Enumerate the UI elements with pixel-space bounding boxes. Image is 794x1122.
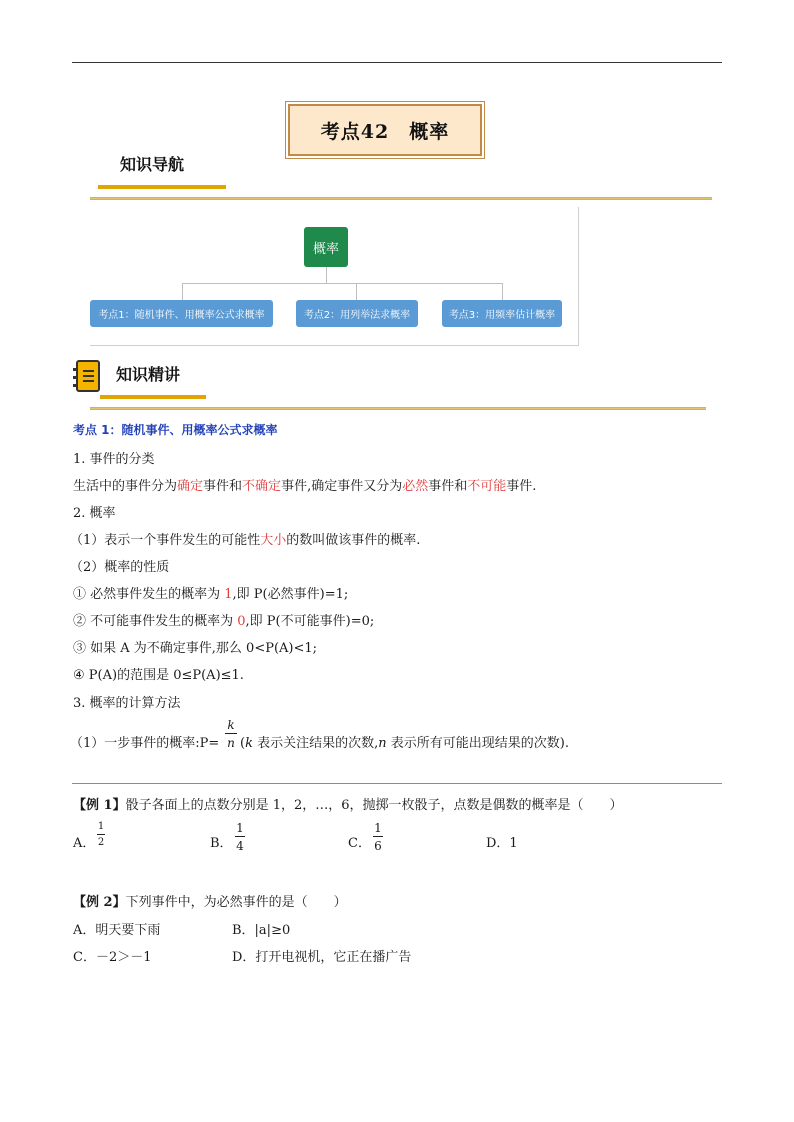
prop-certain-event: ① 必然事件发生的概率为 1,即 P(必然事件)=1; [73, 587, 349, 602]
heading-calc-method: 3. 概率的计算方法 [73, 696, 181, 711]
example1-option-c-label: C． [348, 836, 371, 851]
map-connector [502, 283, 503, 300]
line-probability-def: （1）表示一个事件发生的可能性大小的数叫做该事件的概率. [70, 533, 421, 548]
heading-probability: 2. 概率 [73, 506, 116, 521]
section-title-nav: 知识导航 [120, 155, 185, 174]
nav-underline-long [90, 197, 712, 200]
example1-option-c-fraction: 1 6 [374, 821, 382, 853]
explain-underline-long [90, 407, 706, 410]
topic1-heading: 考点 1：随机事件、用概率公式求概率 [73, 423, 278, 437]
example1-option-a-fraction: 1 2 [97, 821, 105, 848]
example2-question: 【例 2】下列事件中，为必然事件的是（ ） [73, 895, 347, 910]
prop-range: ④ P(A)的范围是 0≤P(A)≤1. [73, 668, 244, 683]
nav-underline-short [98, 185, 226, 189]
formula-fraction: k n [224, 719, 238, 749]
page-title: 考点42 概率 [288, 104, 482, 156]
example2-option-c: C．－2＞－1 [73, 950, 152, 965]
section-title-explain: 知识精讲 [116, 365, 181, 384]
example1-option-b-label: B． [210, 836, 233, 851]
example1-option-a-label: A． [73, 836, 96, 851]
line-probability-props: （2）概率的性质 [70, 560, 170, 575]
section-separator [72, 783, 722, 784]
example2-option-b: B．|a|≥0 [232, 923, 291, 938]
map-connector [182, 283, 183, 300]
explain-underline-short [100, 395, 206, 399]
map-connector [356, 283, 357, 300]
example2-option-a: A．明天要下雨 [73, 923, 161, 938]
example2-option-d: D．打开电视机，它正在播广告 [232, 950, 412, 965]
example1-option-b-fraction: 1 4 [236, 821, 244, 853]
formula-explanation: (k 表示关注结果的次数,n 表示所有可能出现结果的次数). [240, 736, 569, 751]
map-leaf-topic1: 考点1：随机事件、用概率公式求概率 [90, 300, 273, 327]
notebook-icon [76, 360, 100, 392]
prop-uncertain-event: ③ 如果 A 为不确定事件,那么 0<P(A)<1; [73, 641, 318, 656]
heading-event-classification: 1. 事件的分类 [73, 452, 155, 467]
map-connector [326, 267, 327, 283]
map-leaf-topic2: 考点2：用列举法求概率 [296, 300, 418, 327]
prop-impossible-event: ② 不可能事件发生的概率为 0,即 P(不可能事件)=0; [73, 614, 375, 629]
map-leaf-topic3: 考点3：用频率估计概率 [442, 300, 562, 327]
map-root-node: 概率 [304, 227, 348, 267]
line-event-types: 生活中的事件分为确定事件和不确定事件,确定事件又分为必然事件和不可能事件. [73, 479, 537, 494]
header-rule [72, 62, 722, 63]
example1-question: 【例 1】骰子各面上的点数分别是 1，2，…，6，抛掷一枚骰子，点数是偶数的概率是（ ） [73, 798, 623, 813]
map-connector [182, 283, 502, 284]
formula-prefix: （1）一步事件的概率:P= [70, 736, 220, 751]
example1-option-d: D．1 [486, 836, 518, 851]
